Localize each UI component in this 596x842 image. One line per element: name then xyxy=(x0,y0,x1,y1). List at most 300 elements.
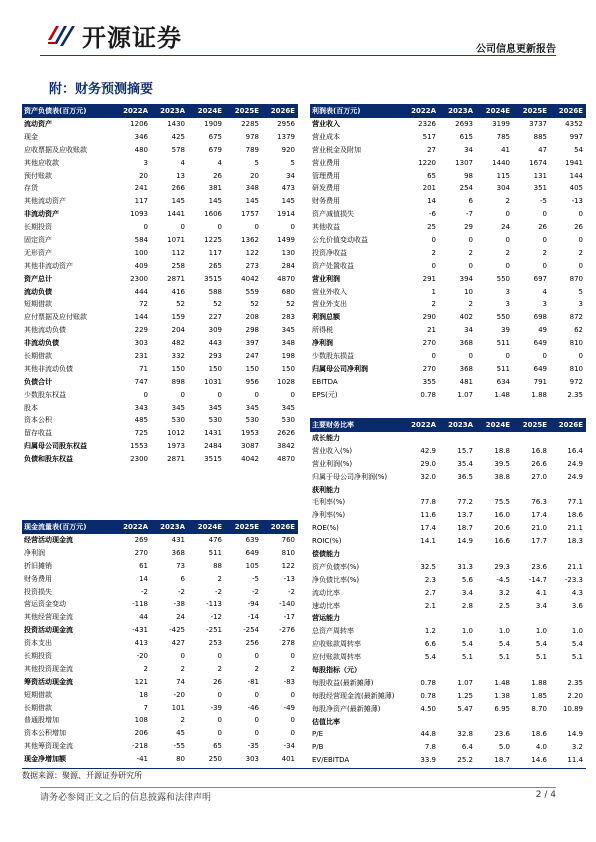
table-cell: -276 xyxy=(279,626,295,635)
table-cell: -20 xyxy=(173,690,185,699)
table-cell: 14 xyxy=(427,197,436,206)
table-row xyxy=(310,754,586,767)
table-cell: 34 xyxy=(464,145,473,154)
table-cell: 75.5 xyxy=(494,498,510,507)
table-row xyxy=(22,598,298,611)
table-cell: 997 xyxy=(569,132,583,141)
row-label: 偿债能力 xyxy=(312,549,340,558)
row-label: 净负债比率(%) xyxy=(312,575,360,584)
row-label: 长期借款 xyxy=(24,351,52,360)
table-row xyxy=(22,427,298,440)
table-cell xyxy=(476,716,513,729)
financial-ratios-table xyxy=(310,418,586,767)
table-cell: 3 xyxy=(578,300,583,309)
disclaimer: 请务必参阅正文之后的信息披露和法律声明 xyxy=(40,793,212,803)
table-cell: 44.8 xyxy=(420,730,436,739)
table-cell: 77.8 xyxy=(420,498,436,507)
table-cell: -118 xyxy=(132,600,148,609)
row-label: 股本 xyxy=(24,403,38,412)
table-cell: 34 xyxy=(464,326,473,335)
table-cell: 0 xyxy=(217,729,222,738)
row-label: 固定资产 xyxy=(24,235,52,244)
table-cell: 332 xyxy=(171,351,185,360)
table-row xyxy=(22,714,298,727)
table-cell: 1.2 xyxy=(424,627,436,636)
table-cell: 258 xyxy=(171,261,185,270)
table-cell xyxy=(550,484,586,497)
table-cell: 14.9 xyxy=(567,730,583,739)
table-cell: 3 xyxy=(542,300,547,309)
table-row xyxy=(310,118,586,131)
table-cell: 206 xyxy=(134,729,148,738)
table-cell: -35 xyxy=(247,742,259,751)
row-label: ROIC(%) xyxy=(312,537,342,546)
table-cell: 1206 xyxy=(130,119,148,128)
table-cell: 3.2 xyxy=(571,743,583,752)
table-cell: 0 xyxy=(290,651,295,660)
table-cell: 150 xyxy=(171,364,185,373)
table-cell: -13 xyxy=(283,574,295,583)
report-type: 公司信息更新报告 xyxy=(476,44,556,55)
table-cell: 254 xyxy=(459,184,473,193)
table-cell: 725 xyxy=(134,429,148,438)
row-label: 营业利润 xyxy=(312,274,340,283)
table-cell: 1225 xyxy=(204,235,222,244)
column-header: 2025E xyxy=(513,104,550,118)
table-cell: -12 xyxy=(210,613,222,622)
table-cell: 52 xyxy=(250,300,259,309)
table-row xyxy=(22,534,298,547)
table-cell: 443 xyxy=(208,339,222,348)
table-cell: 2285 xyxy=(241,119,259,128)
table-cell: 615 xyxy=(459,132,473,141)
table-cell: 26 xyxy=(213,171,222,180)
table-cell xyxy=(550,548,586,561)
table-cell: 29 xyxy=(464,223,473,232)
table-cell: 269 xyxy=(134,535,148,544)
table-cell: -39 xyxy=(210,703,222,712)
table-row xyxy=(310,612,586,625)
table-cell: 444 xyxy=(134,287,148,296)
row-label: 资产负债率(%) xyxy=(312,562,360,571)
table-cell xyxy=(402,432,439,445)
table-row xyxy=(22,547,298,560)
table-cell: 785 xyxy=(496,132,510,141)
table-cell: 368 xyxy=(459,339,473,348)
table-cell: 2956 xyxy=(277,119,295,128)
table-cell: 0 xyxy=(290,390,295,399)
table-cell: 283 xyxy=(281,313,295,322)
table-cell: 0 xyxy=(542,351,547,360)
row-label: 净利率(%) xyxy=(312,511,346,520)
table-cell: 4042 xyxy=(241,274,259,283)
cash-flow-table xyxy=(22,520,298,766)
column-header: 2022A xyxy=(114,520,151,534)
table-row xyxy=(22,182,298,195)
table-cell: 61 xyxy=(139,561,148,570)
row-label: 其他非流动资产 xyxy=(24,261,73,270)
table-cell: 13.7 xyxy=(457,511,473,520)
row-label: 估值比率 xyxy=(312,717,340,726)
table-cell: 0.78 xyxy=(420,691,436,700)
table-cell: 73 xyxy=(176,561,185,570)
table-cell: 0 xyxy=(217,651,222,660)
table-cell: 2 xyxy=(431,300,436,309)
table-row xyxy=(22,157,298,170)
table-cell: 978 xyxy=(245,132,259,141)
table-cell: 29.3 xyxy=(494,562,510,571)
table-cell: 4 xyxy=(217,158,222,167)
balance-sheet-table xyxy=(22,104,298,466)
table-cell: 2 xyxy=(468,248,473,257)
table-row xyxy=(22,560,298,573)
table-cell: -2 xyxy=(252,587,259,596)
table-cell: 0 xyxy=(431,235,436,244)
table-cell xyxy=(513,612,550,625)
table-cell: -2 xyxy=(178,587,185,596)
table-cell: 4870 xyxy=(277,274,295,283)
table-cell: 1499 xyxy=(277,235,295,244)
row-label: 所得税 xyxy=(312,326,333,335)
column-header: 2022A xyxy=(114,104,151,118)
table-cell: 2484 xyxy=(204,442,222,451)
row-label: 短期借款 xyxy=(24,690,52,699)
table-cell: 3.6 xyxy=(571,601,583,610)
table-cell: 1071 xyxy=(167,235,185,244)
table-cell: 17.4 xyxy=(420,524,436,533)
table-cell: 18 xyxy=(139,690,148,699)
table-cell: 145 xyxy=(208,197,222,206)
row-label: 营业收入 xyxy=(312,119,340,128)
column-header: 2024E xyxy=(188,520,225,534)
table-cell: 5.0 xyxy=(498,743,510,752)
table-cell: 14.1 xyxy=(420,537,436,546)
table-cell xyxy=(476,432,513,445)
table-cell: 0 xyxy=(254,390,259,399)
table-cell: 697 xyxy=(533,274,547,283)
table-cell: 0 xyxy=(505,235,510,244)
table-cell: 144 xyxy=(134,313,148,322)
table-cell: -113 xyxy=(206,600,222,609)
row-label: 筹资活动现金流 xyxy=(24,677,73,686)
table-row xyxy=(310,690,586,703)
table-cell: 649 xyxy=(533,364,547,373)
table-cell: 5 xyxy=(578,287,583,296)
table-cell: 1.07 xyxy=(457,678,473,687)
table-cell: 150 xyxy=(281,364,295,373)
table-cell: -5 xyxy=(252,574,259,583)
table-cell: 1431 xyxy=(204,429,222,438)
table-cell: 21.1 xyxy=(567,524,583,533)
table-cell: 1.0 xyxy=(498,627,510,636)
table-cell: 2326 xyxy=(418,119,436,128)
table-cell: 0 xyxy=(217,716,222,725)
table-row xyxy=(22,611,298,624)
table-cell: 550 xyxy=(496,313,510,322)
table-row xyxy=(310,337,586,350)
table-cell: 2 xyxy=(431,248,436,257)
table-row xyxy=(22,350,298,363)
column-header: 2024E xyxy=(476,104,513,118)
table-cell: 0 xyxy=(578,351,583,360)
row-label: P/E xyxy=(312,730,324,739)
row-label: 流动负债 xyxy=(24,287,52,296)
table-cell: 290 xyxy=(422,313,436,322)
table-cell: 16.8 xyxy=(531,446,547,455)
table-cell: -5 xyxy=(540,197,547,206)
table-cell: 227 xyxy=(208,313,222,322)
table-row xyxy=(22,311,298,324)
table-row xyxy=(22,221,298,234)
row-label: 每股经营现金流(最新摊薄) xyxy=(312,691,395,700)
row-label: 资产减值损失 xyxy=(312,210,354,219)
table-cell: 972 xyxy=(569,377,583,386)
table-row xyxy=(22,689,298,702)
row-label: 投资净收益 xyxy=(312,248,347,257)
table-cell: 65 xyxy=(427,171,436,180)
table-cell: -254 xyxy=(243,626,259,635)
table-cell: 131 xyxy=(533,171,547,180)
table-cell: 25.2 xyxy=(457,756,473,765)
table-cell: 23.6 xyxy=(494,730,510,739)
table-cell: 1.88 xyxy=(531,390,547,399)
table-row xyxy=(22,170,298,183)
table-cell: -83 xyxy=(283,677,295,686)
table-cell: 680 xyxy=(281,287,295,296)
header-divider xyxy=(40,55,556,56)
table-cell xyxy=(402,484,439,497)
table-cell: 416 xyxy=(171,287,185,296)
table-cell: 649 xyxy=(533,339,547,348)
table-cell: 368 xyxy=(459,364,473,373)
column-header: 2023A xyxy=(439,104,476,118)
table-cell: -425 xyxy=(169,626,185,635)
table-cell: 6.95 xyxy=(494,704,510,713)
table-row xyxy=(310,273,586,286)
table-cell: 810 xyxy=(281,548,295,557)
row-label: 营运能力 xyxy=(312,614,340,623)
table-row xyxy=(310,195,586,208)
row-label: 每股净资产(最新摊薄) xyxy=(312,704,381,713)
table-cell: 2 xyxy=(578,248,583,257)
table-cell: 26 xyxy=(538,223,547,232)
table-cell: 270 xyxy=(422,364,436,373)
table-cell: 10 xyxy=(464,287,473,296)
table-cell: 27 xyxy=(427,145,436,154)
row-label: 资产总计 xyxy=(24,274,52,283)
company-logo xyxy=(46,22,182,52)
table-row xyxy=(310,208,586,221)
table-row xyxy=(310,664,586,677)
table-cell: 20.6 xyxy=(494,524,510,533)
table-row xyxy=(310,548,586,561)
table-cell: -46 xyxy=(247,703,259,712)
table-cell: 0 xyxy=(290,716,295,725)
table-cell: -2 xyxy=(141,587,148,596)
row-label: 现金净增加额 xyxy=(24,755,66,764)
table-cell xyxy=(476,664,513,677)
table-cell: 4 xyxy=(542,287,547,296)
table-cell: 159 xyxy=(171,313,185,322)
table-cell: 2.5 xyxy=(498,601,510,610)
table-row xyxy=(22,624,298,637)
table-cell: 3 xyxy=(143,158,148,167)
table-cell: 34 xyxy=(286,171,295,180)
table-cell: 789 xyxy=(245,145,259,154)
table-cell: 39 xyxy=(501,326,510,335)
table-cell: 24 xyxy=(176,613,185,622)
table-cell: 2.1 xyxy=(424,601,436,610)
table-cell: 870 xyxy=(569,274,583,283)
table-cell: 17.4 xyxy=(531,511,547,520)
table-cell: 201 xyxy=(422,184,436,193)
row-label: 长期借款 xyxy=(24,703,52,712)
table-cell: 1.48 xyxy=(494,678,510,687)
row-label: 归属母公司股东权益 xyxy=(24,442,87,451)
row-label: 预付账款 xyxy=(24,171,52,180)
table-cell: 303 xyxy=(245,755,259,764)
table-row xyxy=(310,170,586,183)
table-cell: 1.48 xyxy=(494,390,510,399)
table-row xyxy=(310,286,586,299)
table-cell: 5.1 xyxy=(498,653,510,662)
table-row xyxy=(310,509,586,522)
table-cell: 11.6 xyxy=(420,511,436,520)
table-row xyxy=(310,716,586,729)
table-cell: 0 xyxy=(578,210,583,219)
row-label: 现金 xyxy=(24,132,38,141)
table-cell: -81 xyxy=(247,677,259,686)
table-cell: 27.0 xyxy=(531,472,547,481)
table-row xyxy=(310,131,586,144)
column-header: 2023A xyxy=(151,104,188,118)
table-cell: 6 xyxy=(180,574,185,583)
table-cell: 16.6 xyxy=(494,537,510,546)
table-cell: 100 xyxy=(134,248,148,257)
table-cell: 24 xyxy=(501,223,510,232)
table-row xyxy=(22,286,298,299)
row-label: 营业收入(%) xyxy=(312,446,353,455)
row-label: 应收票据及应收账款 xyxy=(24,145,87,154)
row-label: 利润总额 xyxy=(312,313,340,322)
table-cell: 1307 xyxy=(455,158,473,167)
table-cell: 0 xyxy=(217,690,222,699)
table-cell: 88 xyxy=(213,561,222,570)
table-row xyxy=(22,195,298,208)
table-row xyxy=(22,389,298,402)
table-cell: 649 xyxy=(245,548,259,557)
table-row xyxy=(22,573,298,586)
row-label: 非流动负债 xyxy=(24,339,59,348)
table-cell xyxy=(439,432,476,445)
logo-mark-icon xyxy=(46,22,76,48)
table-cell: 530 xyxy=(171,416,185,425)
table-cell: 413 xyxy=(134,639,148,648)
table-cell: 481 xyxy=(459,377,473,386)
table-cell: 52 xyxy=(176,300,185,309)
table-row xyxy=(310,298,586,311)
table-cell: 229 xyxy=(134,326,148,335)
table-cell: 0 xyxy=(578,235,583,244)
table-row xyxy=(310,561,586,574)
table-title-cell: 资产负债表(百万元) xyxy=(22,104,114,118)
row-label: 其他非流动负债 xyxy=(24,364,73,373)
table-cell: 0 xyxy=(431,351,436,360)
table-cell: 18.7 xyxy=(494,756,510,765)
table-cell: 1.85 xyxy=(531,691,547,700)
table-cell: 1757 xyxy=(241,210,259,219)
table-row xyxy=(22,727,298,740)
table-cell: 38.8 xyxy=(494,472,510,481)
table-cell: 3.2 xyxy=(498,588,510,597)
table-cell: 368 xyxy=(171,548,185,557)
table-cell: 32.5 xyxy=(420,562,436,571)
table-cell: 0 xyxy=(505,351,510,360)
table-cell: 20 xyxy=(250,171,259,180)
table-cell: 270 xyxy=(422,339,436,348)
table-cell: 1031 xyxy=(204,377,222,386)
row-label: EPS(元) xyxy=(312,390,338,399)
table-row xyxy=(22,637,298,650)
table-cell: 3.4 xyxy=(461,588,473,597)
table-row xyxy=(310,703,586,716)
table-cell: 23.6 xyxy=(531,562,547,571)
table-cell: 0 xyxy=(143,390,148,399)
table-cell: -4.5 xyxy=(496,575,510,584)
table-cell: 122 xyxy=(245,248,259,257)
table-row xyxy=(310,350,586,363)
table-cell: 265 xyxy=(208,261,222,270)
table-cell: 791 xyxy=(533,377,547,386)
table-row xyxy=(22,740,298,753)
table-cell: 1220 xyxy=(418,158,436,167)
table-cell: 810 xyxy=(569,339,583,348)
table-cell: 346 xyxy=(134,132,148,141)
table-row xyxy=(310,625,586,638)
table-cell: 517 xyxy=(422,132,436,141)
row-label: 经营活动现金流 xyxy=(24,535,73,544)
table-cell xyxy=(513,484,550,497)
table-cell: 21 xyxy=(427,326,436,335)
table-cell: 588 xyxy=(208,287,222,296)
table-row xyxy=(310,324,586,337)
table-cell: 0 xyxy=(254,651,259,660)
table-cell xyxy=(402,664,439,677)
table-cell: 130 xyxy=(281,248,295,257)
table-cell: 65 xyxy=(213,742,222,751)
table-cell: 303 xyxy=(134,339,148,348)
table-row xyxy=(310,471,586,484)
row-label: 其他流动负债 xyxy=(24,326,66,335)
table-row xyxy=(22,753,298,766)
table-cell: 1028 xyxy=(277,377,295,386)
table-cell: 26 xyxy=(213,677,222,686)
table-cell: 145 xyxy=(171,197,185,206)
row-label: 营业税金及附加 xyxy=(312,145,361,154)
table-cell: -218 xyxy=(132,742,148,751)
income-statement-table xyxy=(310,104,586,402)
data-source: 数据来源：聚源、开源证券研究所 xyxy=(22,771,142,780)
row-label: 营业费用 xyxy=(312,158,340,167)
table-cell: -6 xyxy=(429,210,436,219)
table-cell: 208 xyxy=(245,313,259,322)
row-label: ROE(%) xyxy=(312,524,339,533)
table-row xyxy=(310,587,586,600)
table-cell: 5.4 xyxy=(535,640,547,649)
table-cell: 241 xyxy=(134,184,148,193)
table-cell: 5.1 xyxy=(571,653,583,662)
table-cell: 0 xyxy=(505,210,510,219)
